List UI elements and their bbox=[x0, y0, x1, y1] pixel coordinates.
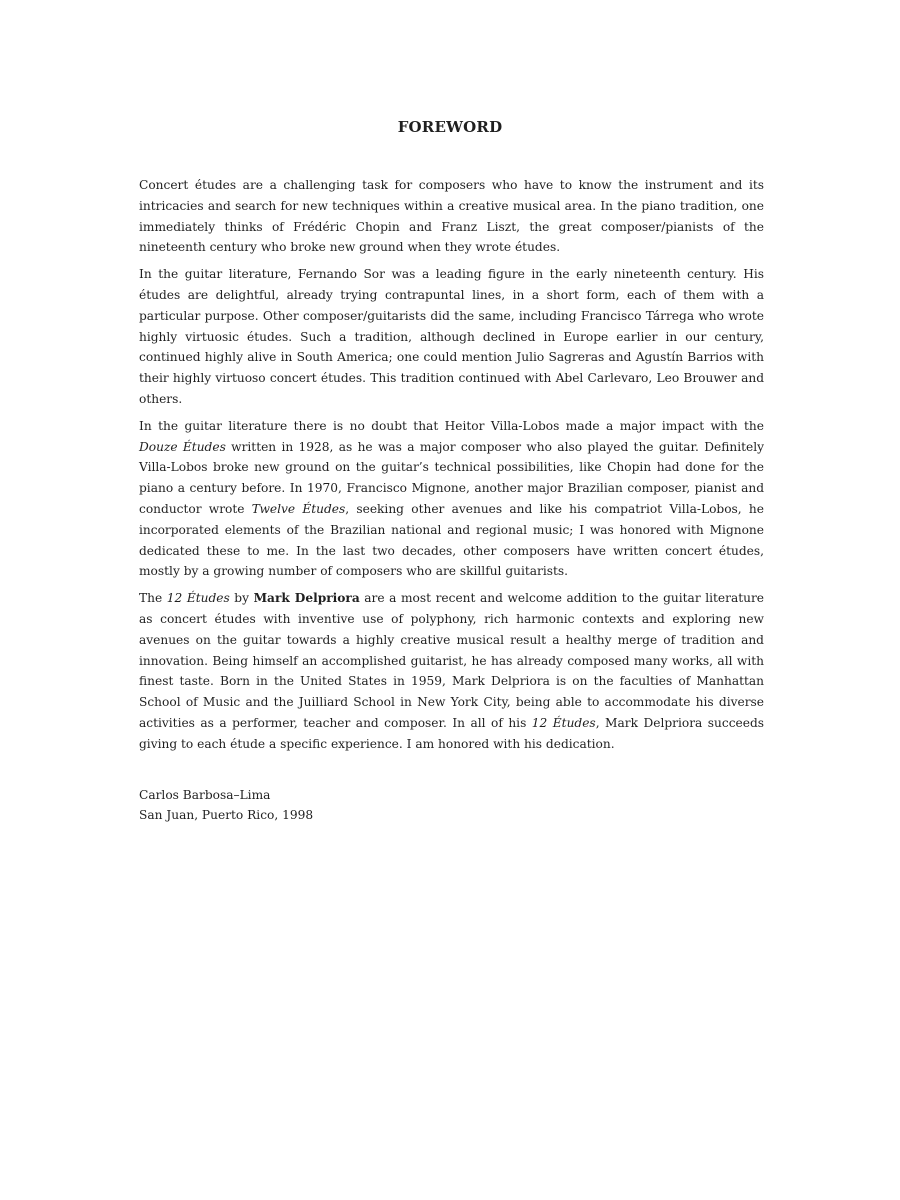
paragraph-text: In the guitar literature there is no doubt that Heitor Villa-Lobos made a major impact with the bbox=[139, 418, 764, 433]
bold-name-text: Mark Delpriora bbox=[253, 591, 360, 606]
paragraph-text: Concert études are a challenging task for composers who have to know the instrument and its intricacies and search for new techniques within a creative musical area. In the piano tradition, one immediately thinks of Frédéric Chopin and Franz Liszt, the great composer/pianists of the nineteenth century who broke new ground when they wrote études. bbox=[139, 178, 764, 255]
body-paragraph bbox=[139, 175, 764, 258]
body-paragraph bbox=[139, 264, 764, 410]
italic-title-text: 12 Études bbox=[166, 591, 230, 606]
signature-name: Carlos Barbosa–Lima bbox=[139, 787, 271, 802]
body-paragraph bbox=[139, 416, 764, 582]
paragraph-text: , Mark Delpriora succeeds giving to each étude a specific experience. I am honored with his dedication. bbox=[139, 715, 764, 751]
body-paragraph bbox=[139, 588, 764, 754]
signature-place-date: San Juan, Puerto Rico, 1998 bbox=[139, 808, 314, 823]
paragraph-text: The bbox=[139, 591, 167, 606]
paragraph-text: are a most recent and welcome addition to the guitar literature as concert études with inventive use of polyphony, rich harmonic contexts and exploring new avenues on the guitar towards a highly creative musical result a healthy merge of tradition and innovation. Being himself an accomplished guitarist, he has already composed many works, all with finest taste. Born in the United States in 1959, Mark Delpriora is on the faculties of Manhattan School of Music and the Juilliard School in New York City, being able to accommodate his diverse activities as a performer, teacher and composer. In all of his bbox=[139, 591, 764, 730]
italic-title-text: Twelve Études bbox=[251, 501, 346, 516]
foreword-body bbox=[139, 175, 764, 826]
paragraph-text: by bbox=[229, 591, 254, 606]
italic-title-text: Douze Études bbox=[139, 439, 226, 454]
paragraph-text: , seeking other avenues and like his compatriot Villa-Lobos, he incorporated elements of the Brazilian national and regional music; I was honored with Mignone dedicated these to me. In the last two decades, other composers have written concert études, mostly by a growing number of composers who are skillful guitarists. bbox=[139, 501, 764, 579]
paragraph-text: written in 1928, as he was a major composer who also played the guitar. Definitely Villa-Lobos broke new ground on the guitar’s technical possibilities, like Chopin had done for the piano a century before. In 1970, Francisco Mignone, another major Brazilian composer, pianist and conductor wrote bbox=[139, 439, 764, 516]
page-title: FOREWORD bbox=[397, 118, 503, 136]
paragraph-text: In the guitar literature, Fernando Sor was a leading figure in the early nineteenth century. His études are delightful, already trying contrapuntal lines, in a short form, each of them with a particular purpose. Other composer/guitarists did the same, including Francisco Tárrega who wrote highly virtuosic études. Such a tradition, although declined in Europe earlier in our century, continued highly alive in South America; one could mention Julio Sagreras and Agustín Barrios with their highly virtuoso concert études. This tradition continued with Abel Carlevaro, Leo Brouwer and others. bbox=[139, 267, 764, 406]
paragraph-list bbox=[139, 175, 764, 755]
italic-title-text: 12 Études bbox=[531, 715, 596, 730]
signature-block bbox=[139, 785, 764, 827]
